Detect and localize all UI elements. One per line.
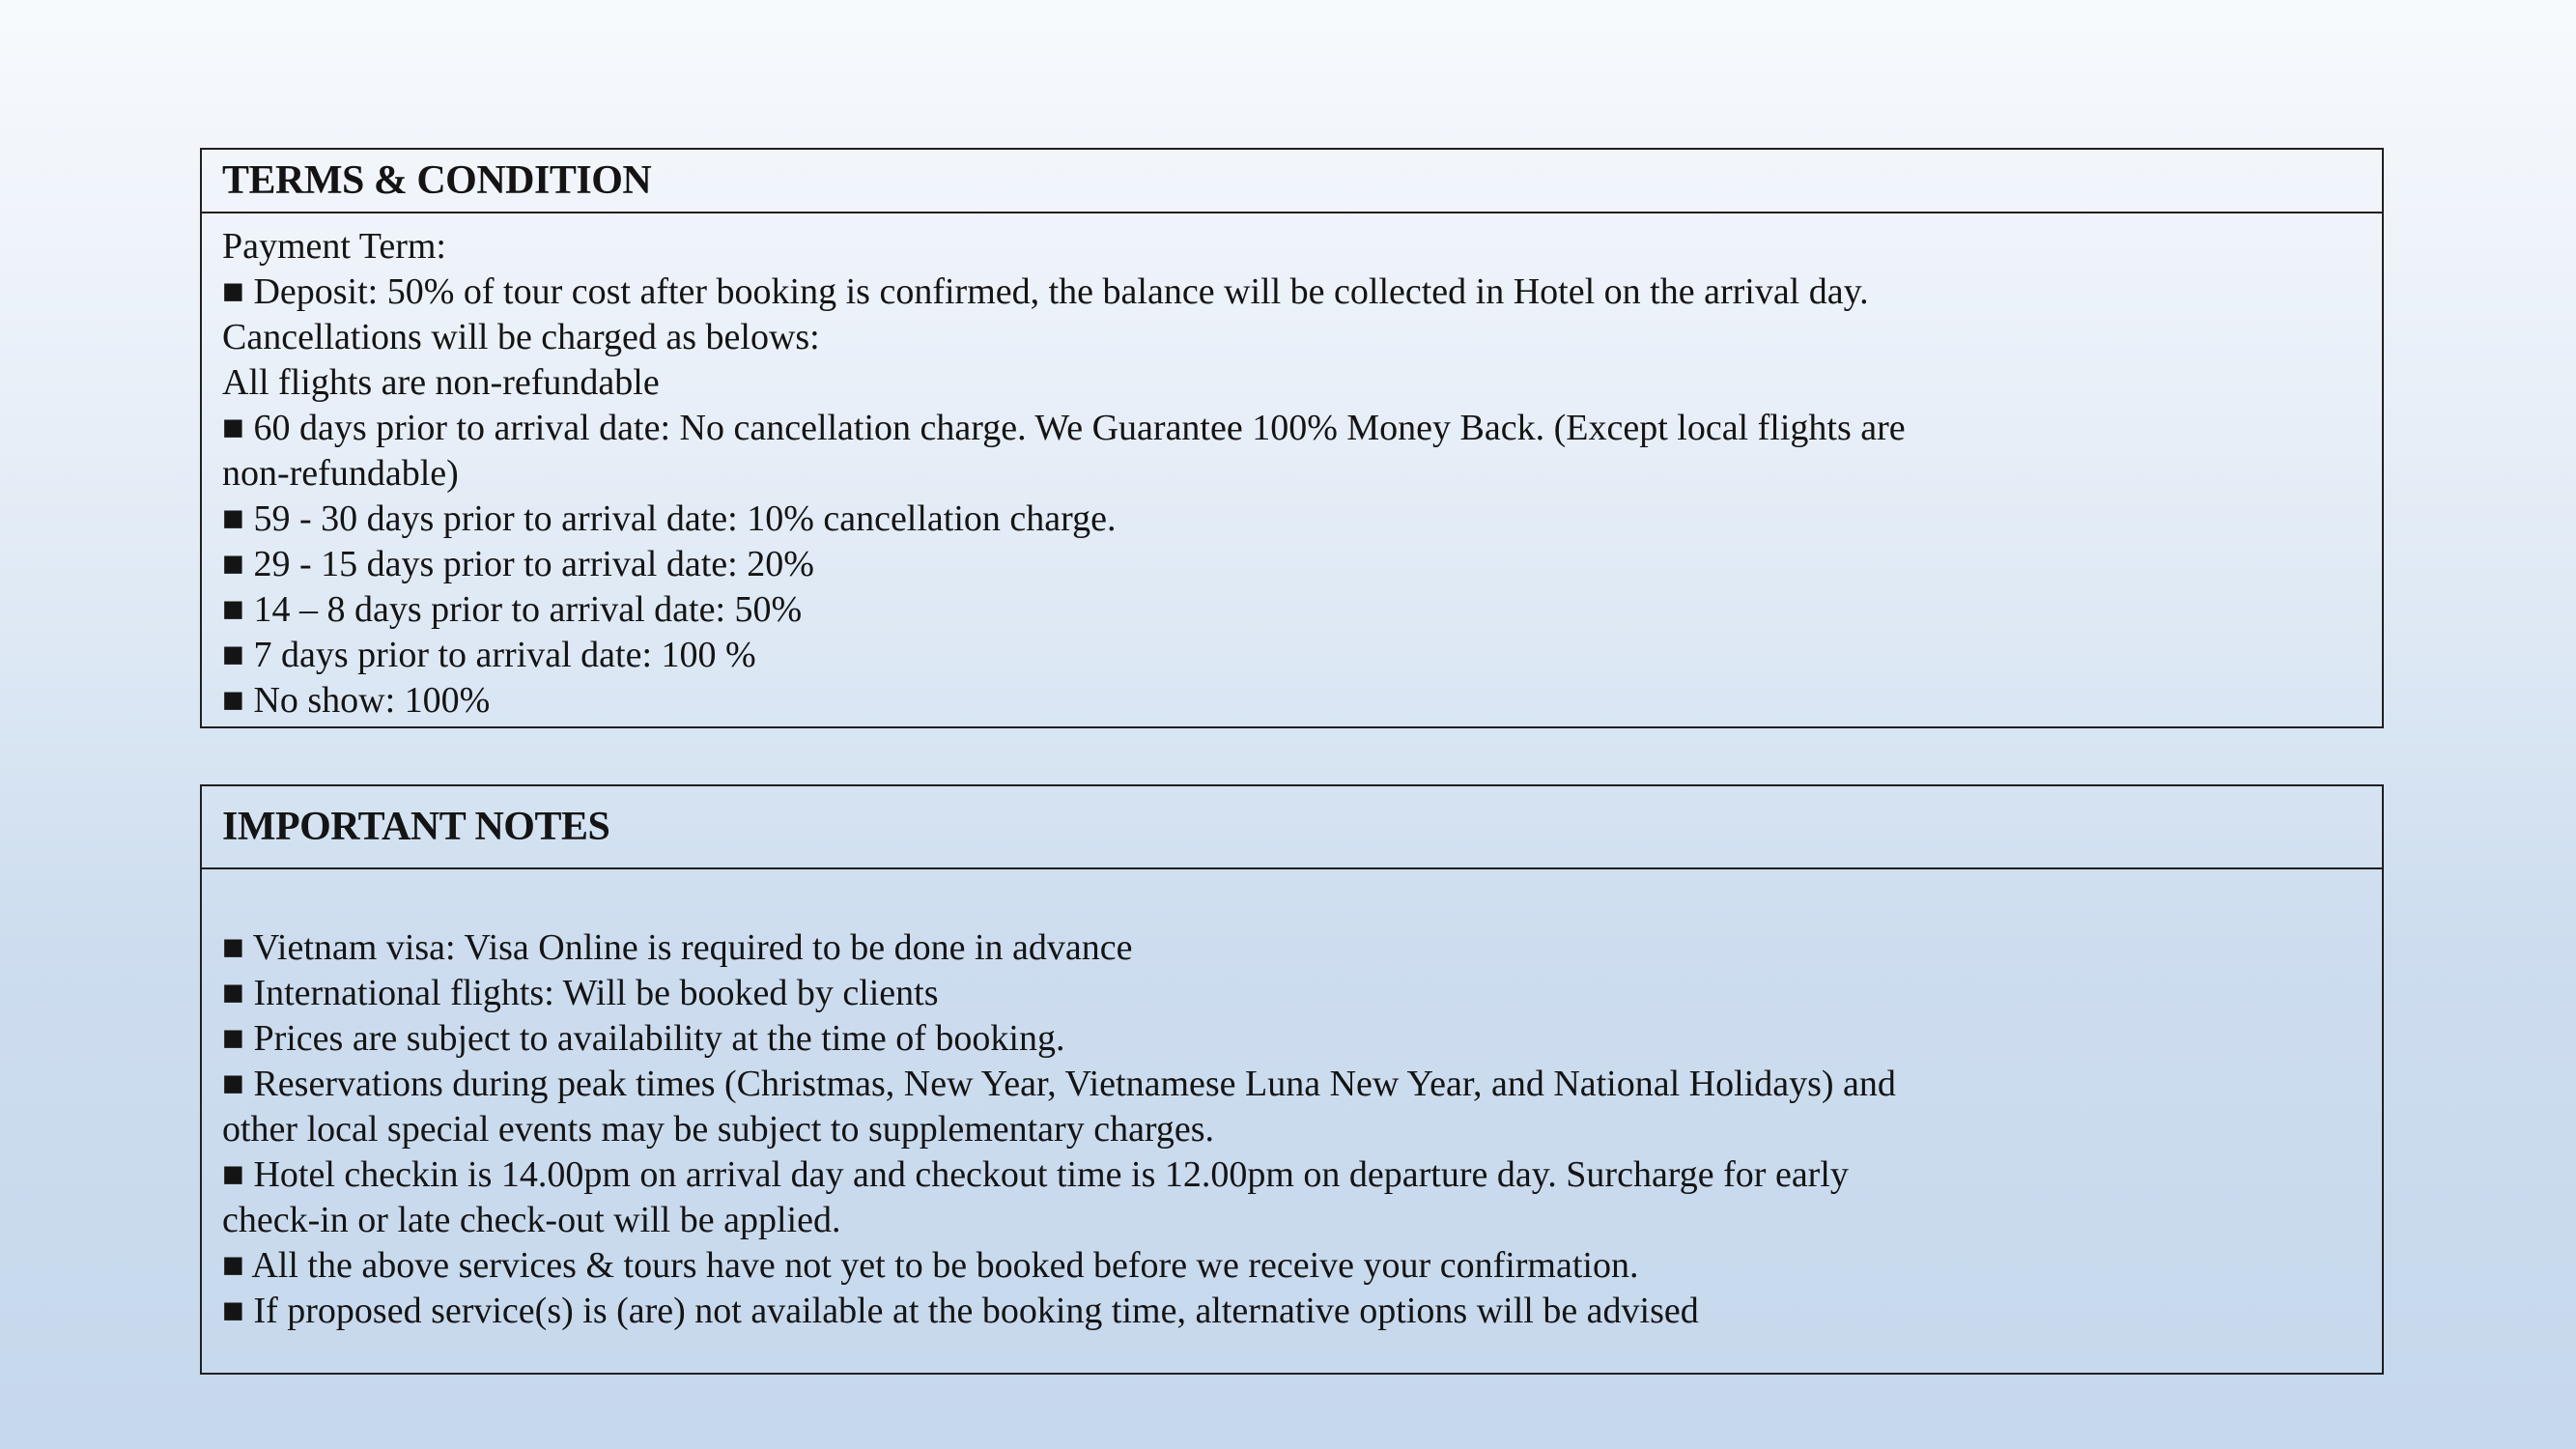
content-line: All flights are non-refundable (222, 362, 660, 403)
terms-and-condition-section (200, 148, 2384, 728)
content-line: ■ International flights: Will be booked by clients (222, 973, 939, 1013)
content-line: non-refundable) (222, 453, 459, 494)
content-line: ■ Prices are subject to availability at the time of booking. (222, 1018, 1065, 1059)
content-line: ■ If proposed service(s) is (are) not available at the booking time, alternative options will be advised (222, 1291, 1699, 1331)
terms-section-header (202, 150, 2382, 213)
notes-section-header (202, 786, 2382, 869)
content-line: ■ 29 - 15 days prior to arrival date: 20% (222, 544, 814, 584)
content-line: ■ 60 days prior to arrival date: No cancellation charge. We Guarantee 100% Money Back. (Except local flights are (222, 408, 1906, 448)
content-line: ■ Deposit: 50% of tour cost after booking is confirmed, the balance will be collected in Hotel on the arrival day. (222, 271, 1869, 312)
content-line: ■ Hotel checkin is 14.00pm on arrival day and checkout time is 12.00pm on departure day. Surcharge for early (222, 1154, 1849, 1195)
content-line: Payment Term: (222, 226, 446, 267)
content-line: ■ All the above services & tours have not yet to be booked before we receive your confirmation. (222, 1245, 1639, 1286)
content-line: ■ 14 – 8 days prior to arrival date: 50% (222, 589, 803, 630)
important-notes-section (200, 784, 2384, 1375)
content-line: ■ Reservations during peak times (Christmas, New Year, Vietnamese Luna New Year, and National Holidays) and (222, 1064, 1896, 1104)
content-line: ■ Vietnam visa: Visa Online is required to be done in advance (222, 927, 1133, 968)
content-line: ■ 7 days prior to arrival date: 100 % (222, 635, 756, 675)
content-line: other local special events may be subject to supplementary charges. (222, 1109, 1215, 1150)
terms-section-title: TERMS & CONDITION (222, 158, 652, 203)
content-line (222, 880, 2362, 925)
notes-section-body (202, 869, 2382, 1334)
content-line: Cancellations will be charged as belows: (222, 317, 820, 357)
content-line: ■ No show: 100% (222, 680, 491, 721)
content-line: check-in or late check-out will be applied. (222, 1200, 841, 1240)
content-line: ■ 59 - 30 days prior to arrival date: 10% cancellation charge. (222, 498, 1117, 539)
notes-section-title: IMPORTANT NOTES (222, 805, 610, 849)
terms-section-body (202, 213, 2382, 724)
